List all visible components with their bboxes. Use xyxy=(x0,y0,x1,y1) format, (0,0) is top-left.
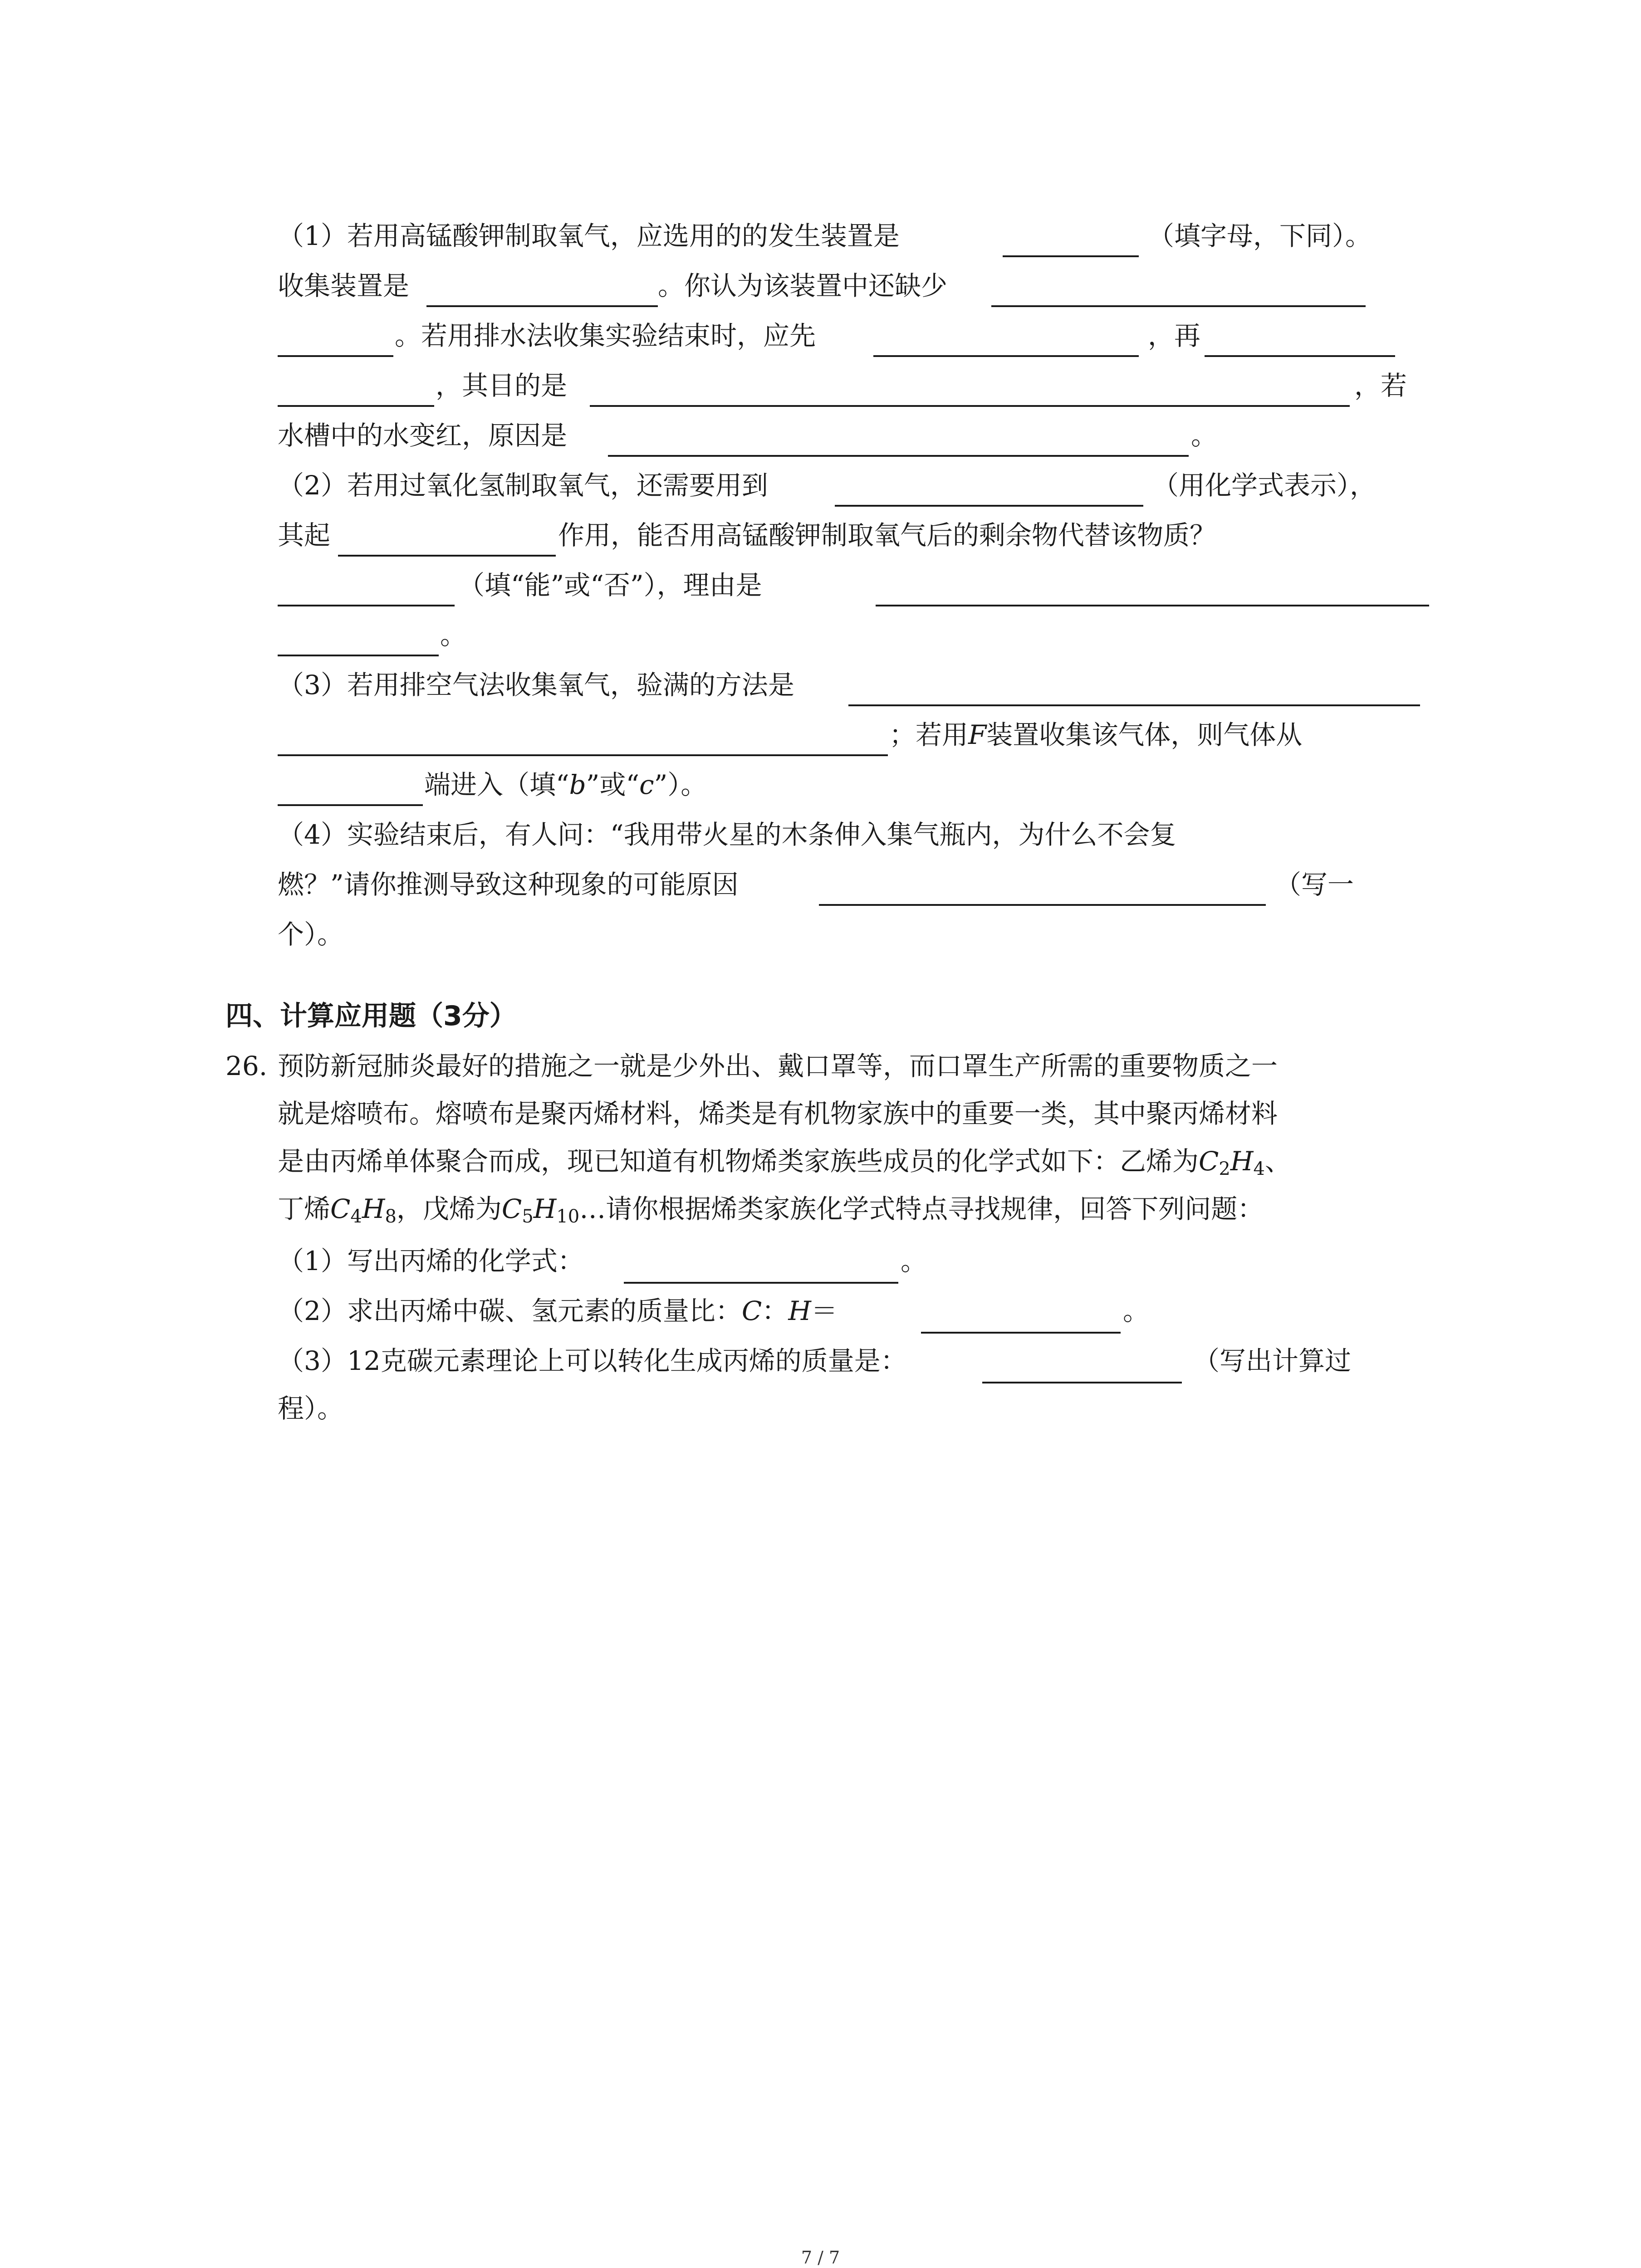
q26-sub1a: （1）写出丙烯的化学式： xyxy=(278,1246,584,1276)
q25-part3-line2 xyxy=(889,717,1302,753)
q25-part1-line3a: 。若用排水法收集实验结束时，应先 xyxy=(395,320,816,351)
answer-blank[interactable] xyxy=(278,804,423,806)
formula-ethylene-C: C xyxy=(1199,1146,1219,1177)
formula-ethylene-H: H xyxy=(1230,1146,1254,1177)
formula-pentene-H: H xyxy=(533,1193,557,1224)
answer-blank[interactable] xyxy=(338,555,556,557)
q25-part4-line2b: （写一 xyxy=(1275,869,1354,900)
q25-part3-line3c: ”或“ xyxy=(586,769,640,800)
q26-sub2a: （2）求出丙烯中碳、氢元素的质量比： xyxy=(278,1295,742,1326)
q25-part1-line2b: 。你认为该装置中还缺少 xyxy=(658,270,948,301)
q26-sub1b: 。 xyxy=(901,1246,927,1276)
answer-blank[interactable] xyxy=(278,355,393,357)
answer-blank[interactable] xyxy=(590,405,1350,407)
ratio-colon: ： xyxy=(762,1295,789,1326)
port-b: b xyxy=(569,769,586,800)
q26-line4 xyxy=(278,1191,1264,1227)
q25-part1-line4b: ，若 xyxy=(1354,370,1407,401)
q26-sub3c: 程）。 xyxy=(278,1393,344,1424)
formula-ethylene-sub-4: 4 xyxy=(1253,1158,1265,1179)
formula-pentene-C: C xyxy=(501,1193,522,1224)
q25-part2-line3a: （填“能”或“否”），理由是 xyxy=(458,570,762,601)
q25-part1-line5b: 。 xyxy=(1191,420,1218,451)
answer-blank[interactable] xyxy=(278,754,888,756)
ratio-H: H xyxy=(788,1295,811,1326)
q26-line3-end: 、 xyxy=(1264,1146,1291,1177)
q26-sub2b: 。 xyxy=(1123,1295,1150,1326)
formula-butene-C: C xyxy=(330,1193,351,1224)
device-letter-F: F xyxy=(968,719,987,750)
q25-part3-line2a: ；若用 xyxy=(889,719,969,750)
page-number: 7 / 7 xyxy=(801,2248,840,2268)
q25-part1-line1a: （1）若用高锰酸钾制取氧气，应选用的的发生装置是 xyxy=(278,220,900,251)
q25-part1-line4a: ，其目的是 xyxy=(436,370,568,401)
q25-part1-line1b: （填字母，下同）。 xyxy=(1148,220,1372,251)
answer-blank[interactable] xyxy=(608,455,1189,457)
answer-blank[interactable] xyxy=(278,605,455,606)
q26-line3a: 是由丙烯单体聚合而成，现已知道有机物烯类家族些成员的化学式如下：乙烯为 xyxy=(278,1146,1199,1177)
q25-part3-line2b: 装置收集该气体，则气体从 xyxy=(986,719,1303,750)
q26-line2: 就是熔喷布。熔喷布是聚丙烯材料，烯类是有机物家族中的重要一类，其中聚丙烯材料 xyxy=(278,1098,1278,1129)
port-c: c xyxy=(639,769,654,800)
formula-pentene-sub-10: 10 xyxy=(556,1206,580,1227)
answer-blank[interactable] xyxy=(835,505,1143,507)
answer-blank[interactable] xyxy=(624,1282,898,1284)
q26-sub3b: （写出计算过 xyxy=(1193,1345,1352,1376)
answer-blank[interactable] xyxy=(1205,355,1395,357)
q25-part3-line3d: ”）。 xyxy=(654,769,707,800)
q25-part2-line4a: 。 xyxy=(440,620,467,650)
q25-part1-line5a: 水槽中的水变红，原因是 xyxy=(278,420,568,451)
answer-blank[interactable] xyxy=(278,655,439,656)
answer-blank[interactable] xyxy=(848,704,1420,706)
q26-line3 xyxy=(278,1143,1291,1179)
q26-line1: 预防新冠肺炎最好的措施之一就是少外出、戴口罩等，而口罩生产所需的重要物质之一 xyxy=(278,1051,1278,1081)
q25-part1-line3b: ，再 xyxy=(1148,320,1201,351)
q25-part3-line1a: （3）若用排空气法收集氧气，验满的方法是 xyxy=(278,670,794,700)
answer-blank[interactable] xyxy=(819,904,1266,906)
q25-part2-line1b: （用化学式表示）， xyxy=(1152,470,1376,501)
q26-line4c: …请你根据烯类家族化学式特点寻找规律，回答下列问题： xyxy=(579,1193,1264,1224)
q26-line4a: 丁烯 xyxy=(278,1193,331,1224)
formula-pentene-sub-5: 5 xyxy=(522,1206,534,1227)
q26-sub3a: （3）12克碳元素理论上可以转化生成丙烯的质量是： xyxy=(278,1345,907,1376)
formula-ethylene-sub-2: 2 xyxy=(1219,1158,1230,1179)
ratio-C: C xyxy=(741,1295,762,1326)
q25-part3-line3 xyxy=(424,767,707,803)
answer-blank[interactable] xyxy=(278,405,434,407)
answer-blank[interactable] xyxy=(426,305,658,307)
formula-butene-H: H xyxy=(362,1193,385,1224)
q25-part4-line1a: （4）实验结束后，有人问：“我用带火星的木条伸入集气瓶内，为什么不会复 xyxy=(278,819,1176,850)
q25-part1-line2a: 收集装置是 xyxy=(278,270,410,301)
formula-butene-sub-8: 8 xyxy=(385,1206,397,1227)
q25-part4-line3a: 个）。 xyxy=(278,919,344,950)
q25-part2-line2a: 其起 xyxy=(278,520,331,551)
q26-line4b: ，戊烯为 xyxy=(396,1193,502,1224)
answer-blank[interactable] xyxy=(921,1332,1121,1334)
answer-blank[interactable] xyxy=(876,605,1429,606)
q25-part4-line2a: 燃？”请你推测导致这种现象的可能原因 xyxy=(278,869,739,900)
formula-butene-sub-4: 4 xyxy=(350,1206,362,1227)
ratio-equals: ＝ xyxy=(811,1295,838,1326)
q26-sub2 xyxy=(278,1293,838,1329)
question-number: 26. xyxy=(225,1051,268,1081)
q25-part2-line1a: （2）若用过氧化氢制取氧气，还需要用到 xyxy=(278,470,768,501)
section-heading: 四、计算应用题（3分） xyxy=(225,1000,517,1032)
answer-blank[interactable] xyxy=(991,305,1366,307)
q25-part3-line3a: 端进入（填“ xyxy=(424,769,569,800)
answer-blank[interactable] xyxy=(982,1382,1182,1383)
answer-blank[interactable] xyxy=(873,355,1139,357)
answer-blank[interactable] xyxy=(1003,255,1139,257)
q25-part2-line2b: 作用，能否用高锰酸钾制取氧气后的剩余物代替该物质？ xyxy=(558,520,1216,551)
